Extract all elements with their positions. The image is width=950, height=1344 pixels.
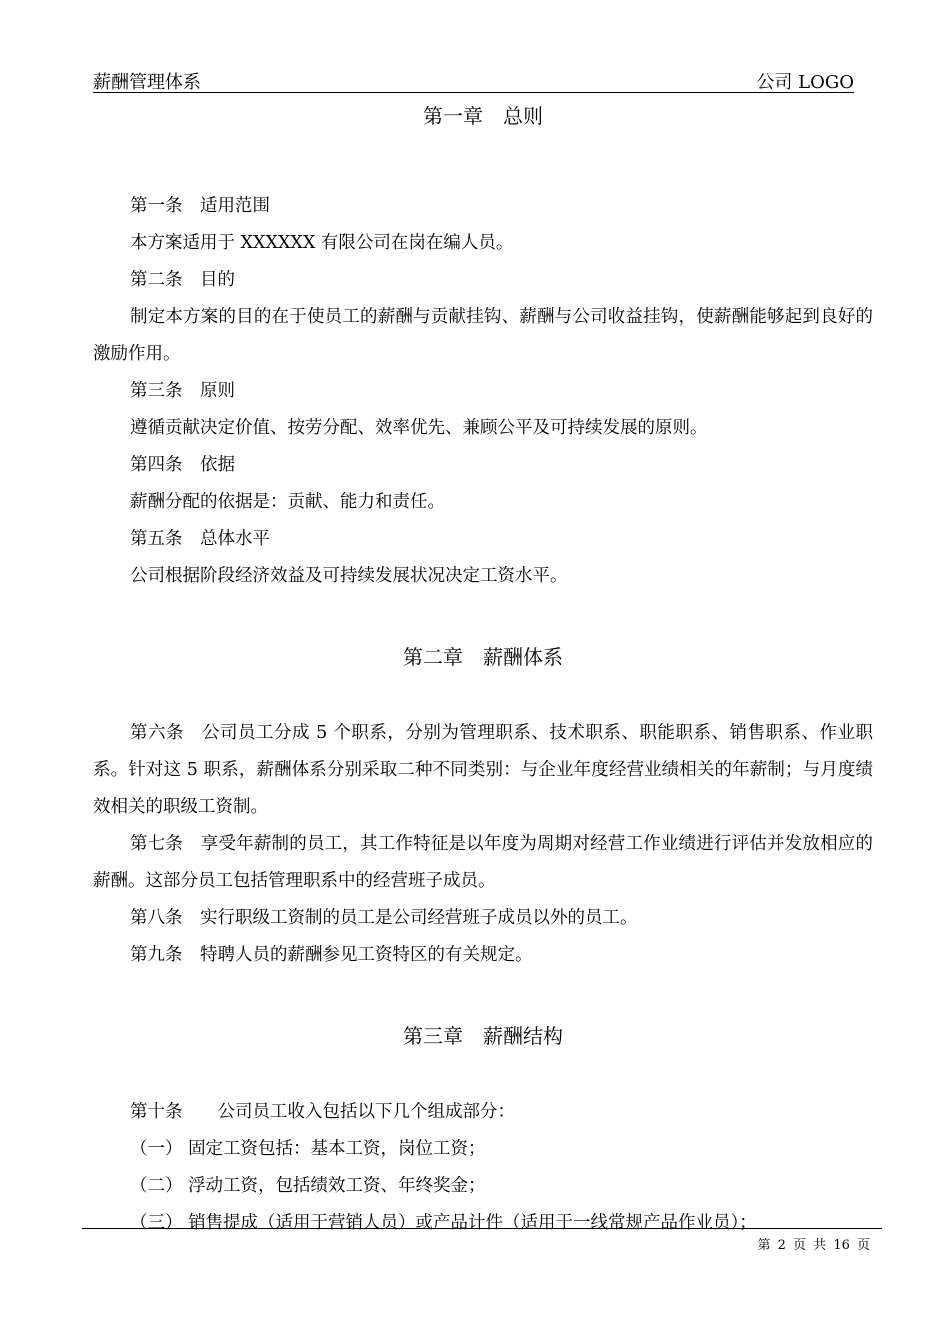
article-heading: 第一条 适用范围	[130, 196, 270, 216]
paragraph: 第七条 享受年薪制的员工，其工作特征是以年度为周期对经营工作业绩进行评估并发放相应的薪酬。这部分员工包括管理职系中的经营班子成员。	[93, 834, 873, 891]
article-heading: 第五条 总体水平	[130, 529, 270, 549]
paragraph: 本方案适用于 XXXXXX 有限公司在岗在编人员。	[130, 233, 514, 253]
chapter-title: 第二章 薪酬体系	[403, 645, 563, 669]
paragraph: 遵循贡献决定价值、按劳分配、效率优先、兼顾公平及可持续发展的原则。	[130, 418, 708, 438]
paragraph: 第八条 实行职级工资制的员工是公司经营班子成员以外的员工。	[130, 908, 638, 928]
document-body	[93, 96, 873, 1242]
list-item: （一） 固定工资包括：基本工资，岗位工资；	[130, 1139, 486, 1159]
paragraph: 第九条 特聘人员的薪酬参见工资特区的有关规定。	[130, 945, 533, 965]
paragraph: 第十条 公司员工收入包括以下几个组成部分：	[130, 1102, 515, 1122]
chapter-title: 第三章 薪酬结构	[403, 1024, 563, 1048]
list-item: （二） 浮动工资，包括绩效工资、年终奖金；	[130, 1176, 486, 1196]
paragraph: 第六条 公司员工分成 5 个职系，分别为管理职系、技术职系、职能职系、销售职系、作业职系。针对这 5 职系，薪酬体系分别采取二种不同类别：与企业年度经营业绩相关的年薪制；与月度绩效相关的职级工资制。	[93, 723, 873, 817]
page-header	[93, 68, 854, 93]
header-logo-text: 公司 LOGO	[756, 72, 854, 93]
chapter-title: 第一章 总则	[423, 104, 543, 128]
page-number: 第 2 页 共 16 页	[757, 1238, 870, 1253]
paragraph: 公司根据阶段经济效益及可持续发展状况决定工资水平。	[130, 566, 568, 586]
article-heading: 第三条 原则	[130, 381, 235, 401]
list-item: （三） 销售提成（适用于营销人员）或产品计件（适用于一线常规产品作业员）；	[130, 1213, 757, 1233]
header-title: 薪酬管理体系	[93, 72, 201, 93]
paragraph: 薪酬分配的依据是：贡献、能力和责任。	[130, 492, 445, 512]
article-heading: 第二条 目的	[130, 270, 235, 290]
paragraph: 制定本方案的目的在于使员工的薪酬与贡献挂钩、薪酬与公司收益挂钩，使薪酬能够起到良好的激励作用。	[93, 307, 873, 364]
footer-divider	[82, 1228, 882, 1229]
article-heading: 第四条 依据	[130, 455, 235, 475]
